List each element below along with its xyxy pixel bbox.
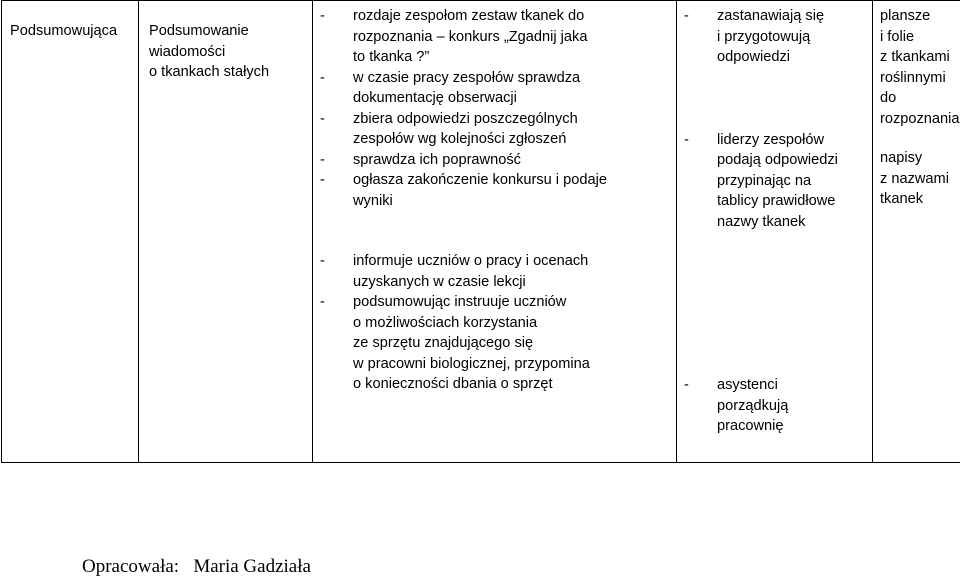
topic-line: Podsumowanie xyxy=(149,23,249,39)
aids-line: do xyxy=(880,90,897,106)
list-item-line: zbiera odpowiedzi poszczególnych xyxy=(353,110,578,127)
list-dash: - xyxy=(320,69,325,86)
topic-cell xyxy=(139,1,313,463)
list-item-line: o konieczności dbania o sprzęt xyxy=(353,376,553,392)
list-item-line: przypinając na xyxy=(717,172,812,189)
list-dash: - xyxy=(320,172,325,188)
list-item-line: i przygotowują xyxy=(717,28,811,45)
list-item-line: asystenci xyxy=(717,377,778,393)
aids-line: z tkankami xyxy=(880,49,950,65)
list-item-line: tablicy prawidłowe xyxy=(717,193,836,209)
list-item xyxy=(684,6,870,68)
list-dash: - xyxy=(684,8,689,24)
list-item-line: liderzy zespołów xyxy=(717,131,825,148)
list-item-line: rozdaje zespołom zestaw tkanek do xyxy=(353,8,585,24)
list-item-line: zespołów wg kolejności zgłoszeń xyxy=(353,131,567,147)
list-item-line: to tkanka ?” xyxy=(353,49,430,65)
aids-line: roślinnymi xyxy=(880,69,946,86)
list-item xyxy=(320,150,672,171)
teaching-aids-cell xyxy=(873,1,960,463)
list-dash: - xyxy=(684,131,689,148)
list-item-line: informuje uczniów o pracy i ocenach xyxy=(353,253,589,269)
list-item-line: wyniki xyxy=(353,192,393,209)
list-item-line: rozpoznania – konkurs „Zgadnij jaka xyxy=(353,28,588,45)
list-item-line: uzyskanych w czasie lekcji xyxy=(353,273,526,290)
aids-line: plansze xyxy=(880,8,931,24)
list-item-line: pracownię xyxy=(717,418,784,434)
list-item xyxy=(320,6,672,68)
list-item xyxy=(320,109,672,150)
table-row xyxy=(2,1,960,463)
stage-cell xyxy=(2,1,139,463)
list-item-line: w czasie pracy zespołów sprawdza xyxy=(353,69,581,86)
list-dash: - xyxy=(320,253,325,269)
aids-line: rozpoznania xyxy=(880,110,960,127)
teacher-activities-cell xyxy=(313,1,677,463)
list-item xyxy=(684,130,870,233)
footer-label: Opracowała: xyxy=(82,556,180,577)
list-dash: - xyxy=(320,110,325,127)
aids-line: napisy xyxy=(880,150,923,166)
list-dash: - xyxy=(684,377,689,393)
footer-author: Maria Gadziała xyxy=(193,556,311,577)
aids-line: i folie xyxy=(880,28,915,45)
list-item-line: o możliwościach korzystania xyxy=(353,314,538,331)
list-item-line: podają odpowiedzi xyxy=(717,152,838,168)
list-item-line: odpowiedzi xyxy=(717,49,791,65)
list-item xyxy=(320,68,672,109)
student-activities-cell xyxy=(677,1,873,463)
list-item-line: porządkują xyxy=(717,397,789,414)
list-item-line: dokumentację obserwacji xyxy=(353,90,517,106)
list-item-line: zastanawiają się xyxy=(717,8,825,24)
stage-name: Podsumowująca xyxy=(10,23,118,39)
list-item-line: sprawdza ich poprawność xyxy=(353,151,521,168)
list-dash: - xyxy=(320,294,325,310)
author-footer xyxy=(82,556,311,578)
list-item-line: nazwy tkanek xyxy=(717,213,806,230)
list-dash: - xyxy=(320,151,325,168)
list-item xyxy=(320,251,672,292)
aids-line: z nazwami xyxy=(880,170,949,187)
list-item xyxy=(320,170,672,211)
list-item-line: w pracowni biologicznej, przypomina xyxy=(353,355,590,372)
lesson-plan-table xyxy=(1,0,960,463)
list-dash: - xyxy=(320,8,325,24)
list-item-line: ogłasza zakończenie konkursu i podaje xyxy=(353,172,607,188)
list-item xyxy=(320,292,672,395)
aids-line: tkanek xyxy=(880,191,923,207)
list-item-line: podsumowując instruuje uczniów xyxy=(353,294,567,310)
topic-line: wiadomości xyxy=(149,43,226,60)
list-item xyxy=(684,375,870,437)
list-item-line: ze sprzętu znajdującego się xyxy=(353,335,534,351)
topic-line: o tkankach stałych xyxy=(149,64,270,80)
